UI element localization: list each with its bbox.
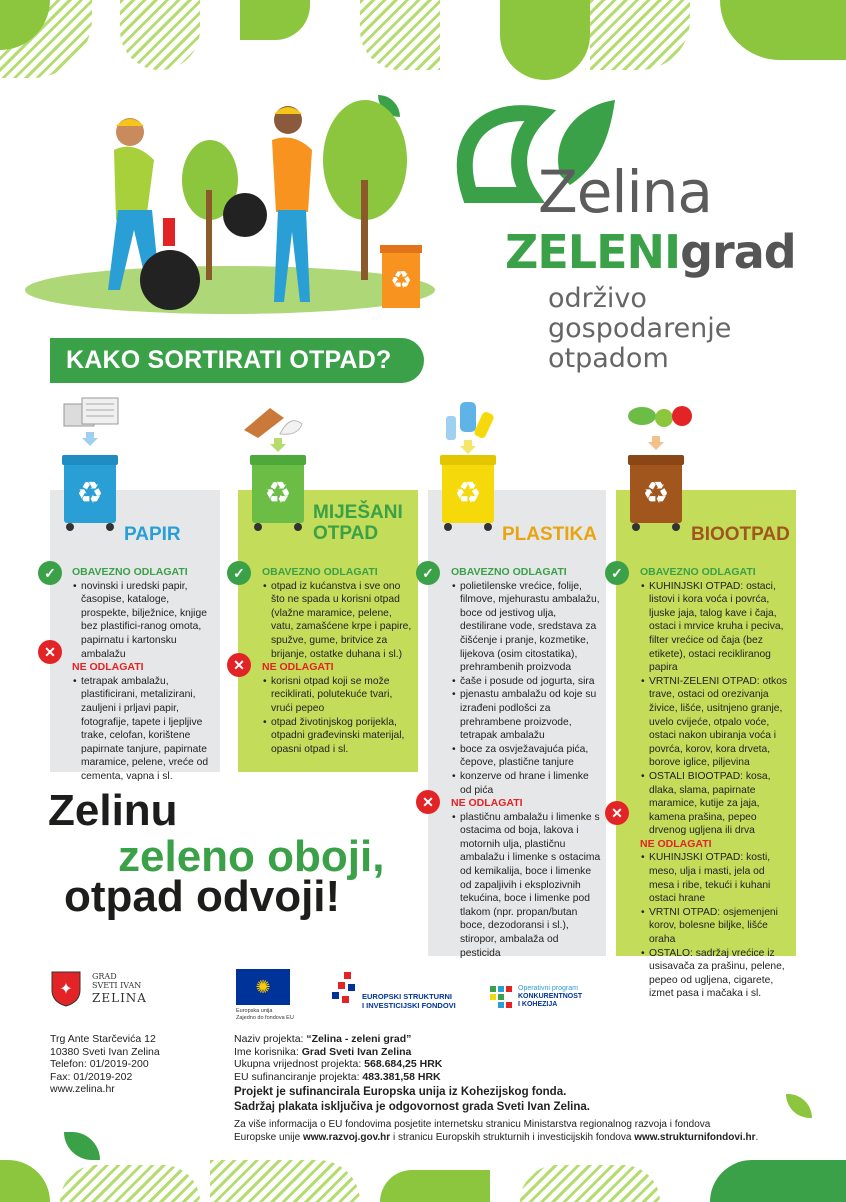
- deco-stripe-top-3: [360, 0, 440, 70]
- trash-bag-right: [223, 193, 267, 237]
- check-icon: ✓: [38, 561, 62, 585]
- no-item: • plastičnu ambalažu i limenke s ostacima od boja, lakova i motornih ulja, plastičnu ambalažu i limenke s ostacima od kemikalija, boce i limenke od zapaljivih i eksplozivnih tekućina, boce i limenke pod tlakom (npr. propan/butan boce, dezodoransi i sl.), stiropor, ambalaža od pesticida: [460, 811, 601, 961]
- column-label-plastika: PLASTIKA: [502, 524, 597, 545]
- address-line: Trg Ante Starčevića 12: [50, 1033, 156, 1045]
- title-zelina: Zelina: [538, 158, 712, 226]
- grass-ground: [25, 266, 435, 314]
- ok-title: OBAVEZNO ODLAGATI: [451, 566, 567, 578]
- ok-item: • polietilenske vrećice, folije, filmove, mjehurastu ambalažu, boce od jestivog ulja, destilirane vode, sredstava za čišćenje i pranje, kozmetike, lijekova (osim citostatika), prehrambenih proizvoda: [460, 580, 601, 675]
- esif-logo-icon: [330, 970, 360, 1008]
- ok-item: • novinski i uredski papir, časopise, kataloge, prospekte, bilježnice, knjige bez plastifici-ranog omota, papirnatu i kartonsku ambalažu: [81, 580, 216, 662]
- eu-stars-icon: ✺: [255, 977, 271, 997]
- cross-icon: ✕: [38, 640, 62, 664]
- slogan-line-3: otpad odvoji!: [64, 872, 341, 921]
- column-content-papir: [72, 566, 216, 784]
- deco-stripe-bottom-4: [520, 1165, 660, 1202]
- address-line: Telefon: 01/2019-200: [50, 1058, 149, 1070]
- orange-bin: [380, 245, 422, 308]
- check-icon: ✓: [416, 561, 440, 585]
- website-link[interactable]: www.zelina.hr: [50, 1083, 115, 1095]
- deco-stripe-bottom-2: [210, 1160, 360, 1202]
- subtitle-line-2: gospodarenje: [548, 313, 732, 344]
- cross-icon: ✕: [227, 653, 251, 677]
- arrow-down-icon: [270, 438, 286, 452]
- ok-title: OBAVEZNO ODLAGATI: [640, 566, 756, 578]
- plastic-items-icon: [440, 398, 504, 444]
- svg-text:♻: ♻: [390, 266, 412, 294]
- address-line: 10380 Sveti Ivan Zelina: [50, 1045, 160, 1058]
- no-title: NE ODLAGATI: [72, 661, 144, 674]
- mixed-items-icon: [240, 404, 306, 440]
- bin-plastika: [440, 455, 496, 531]
- title-grad: grad: [680, 225, 796, 279]
- strukturnifondovi-link[interactable]: www.strukturnifondovi.hr: [634, 1131, 756, 1143]
- no-item: • korisni otpad koji se može reciklirati, polutekuće tvari, vrući pepeo: [271, 675, 414, 716]
- title-zeleni-grad: [505, 225, 796, 279]
- address-line: Fax: 01/2019-202: [50, 1070, 133, 1083]
- subtitle-line-1: održivo: [548, 283, 647, 314]
- paper-items-icon: [60, 396, 124, 430]
- no-title: NE ODLAGATI: [640, 837, 712, 850]
- address-block: [50, 1033, 160, 1096]
- ok-item: • čaše i posude od jogurta, sira: [460, 675, 601, 689]
- bin-mijesani: [250, 455, 306, 531]
- deco-shape-bottom-right: [710, 1160, 846, 1202]
- check-icon: ✓: [605, 561, 629, 585]
- column-content-mijesani: [262, 566, 414, 756]
- column-label-papir: PAPIR: [124, 524, 181, 545]
- subtitle: [548, 284, 731, 374]
- ok-item: • otpad iz kućanstva i sve ono što ne spada u korisni otpad (vlažne maramice, pelene, vatu, zamašćene krpe i papire, spužve, gume, britvice za brijanje, ostatke duhana i sl.): [271, 580, 414, 662]
- op-logo-icon: [490, 986, 512, 1008]
- esif-logo-text: EUROPSKI STRUKTURNI I INVESTICIJSKI FONDOVI: [362, 992, 456, 1010]
- arrow-down-icon: [648, 436, 664, 450]
- ok-title: OBAVEZNO ODLAGATI: [72, 566, 188, 578]
- no-item: • KUHINJSKI OTPAD: kosti, meso, ulja i masti, jela od mesa i ribe, tekući i kuhani ostaci hrane: [649, 851, 792, 905]
- title-zeleni: ZELENI: [505, 225, 681, 279]
- slogan-line-2: zeleno oboji,: [118, 832, 385, 881]
- op-logo-text: Operativni program KONKURENTNOST I KOHEZIJA: [518, 985, 583, 1008]
- deco-shape-top-2: [240, 0, 310, 40]
- svg-text:✦: ✦: [59, 979, 73, 998]
- ok-title: OBAVEZNO ODLAGATI: [262, 566, 378, 578]
- sorting-banner: KAKO SORTIRATI OTPAD?: [50, 338, 424, 383]
- no-title: NE ODLAGATI: [451, 797, 523, 810]
- bin-papir: [62, 455, 118, 531]
- no-item: • OSTALO: sadržaj vrećice iz usisavača za prašinu, pelene, pepeo od ugljena, cigarete, izmet pasa i mačaka i sl.: [649, 947, 792, 1001]
- column-label-biootpad: BIOOTPAD: [691, 524, 790, 545]
- ok-item: • pjenastu ambalažu od koje su izrađeni podlošci za prehrambene proizvode, tetrapak ambalažu: [460, 688, 601, 742]
- no-item: • tetrapak ambalažu, plastificirani, metalizirani, zauljeni i prljavi papir, fotografije, tapete i ljepljive trake, celofan, korištene papirnate tanjure, papirnate maramice, pelene, vreće od cementa, vapna i sl.: [81, 675, 216, 784]
- deco-shape-bottom-3: [380, 1170, 490, 1202]
- recycle-icon: ♻: [264, 477, 292, 510]
- arrow-down-icon: [82, 432, 98, 446]
- deco-stripe-bottom-1: [60, 1165, 200, 1202]
- eu-flag: [236, 969, 290, 1005]
- deco-stripe-top-1: [120, 0, 200, 70]
- info-text: Za više informacija o EU fondovima posjetite internetsku stranicu Ministarstva regionalnog razvoja i fondova Europske unije www.razvoj.gov.hr i stranicu Europskih strukturnih i investicijskih fondova www.strukturnifondovi.hr.: [234, 1119, 759, 1143]
- arrow-down-icon: [460, 440, 476, 454]
- deco-leaf-bottom-left: [64, 1132, 100, 1160]
- no-item: • otpad životinjskog porijekla, otpadni građevinski materijal, opasni otpad i sl.: [271, 716, 414, 757]
- ok-item: • OSTALI BIOOTPAD: kosa, dlaka, slama, papirnate maramice, kutije za jaja, kamena prašina, pepeo drvenog ugljena ili drva: [649, 770, 792, 838]
- eu-caption: Europska unija Zajedno do fondova EU: [236, 1008, 294, 1021]
- tree-left-trunk: [206, 190, 212, 280]
- column-label-mijesani: MIJEŠANI OTPAD: [313, 502, 403, 544]
- cofinance-statement: Projekt je sufinancirala Europska unija iz Kohezijskog fonda. Sadržaj plakata isključiva je odgovornost grada Sveti Ivan Zelina.: [234, 1086, 590, 1113]
- subtitle-line-3: otpadom: [548, 343, 669, 374]
- no-item: • VRTNI OTPAD: osjemenjeni korov, bolesne biljke, lišće oraha: [649, 906, 792, 947]
- ok-item: • boce za osvježavajuća pića, čepove, plastične tanjure: [460, 743, 601, 770]
- ok-item: • KUHINJSKI OTPAD: ostaci, listovi i kora voća i povrća, ljuske jaja, talog kave i čaja, ostaci i mrvice kruha i peciva, filter vrećice od čaja (bez etikete), ostaci reciklirаnog papira: [649, 580, 792, 675]
- deco-leaf-bottom-right: [786, 1094, 812, 1118]
- recycle-icon: ♻: [454, 477, 482, 510]
- illustration-volunteers: [20, 90, 440, 320]
- recycle-icon: ♻: [76, 477, 104, 510]
- deco-shape-bottom-left: [0, 1160, 50, 1202]
- razvoj-link[interactable]: www.razvoj.gov.hr: [302, 1131, 391, 1143]
- no-title: NE ODLAGATI: [262, 661, 334, 674]
- project-info: Naziv projekta: “Zelina - zeleni grad” Ime korisnika: Grad Sveti Ivan Zelina Ukupna vrijednost projekta: 568.684,25 HRK EU sufinanciranje projekta: 483.381,58 HRK: [234, 1033, 443, 1083]
- bin-biootpad: [628, 455, 684, 531]
- tree-right-trunk: [361, 180, 368, 280]
- deco-shape-top-right: [720, 0, 846, 60]
- coat-of-arms-icon: [50, 970, 82, 1008]
- ok-item: • VRTNI-ZELENI OTPAD: otkos trave, ostaci od orezivanja živice, lišće, usitnjeno granje, uvelo cvijeće, otpalo voće, ostaci nakon ubiranja voća i povrća, korov, kora drveta, borove iglice, piljevina: [649, 675, 792, 770]
- recycle-icon: ♻: [642, 477, 670, 510]
- column-content-biootpad: [640, 566, 792, 1001]
- ok-item: • konzerve od hrane i limenke od pića: [460, 770, 601, 797]
- slogan-line-1: Zelinu: [48, 786, 178, 835]
- check-icon: ✓: [227, 561, 251, 585]
- grad-logo-text: GRAD SVETI IVAN ZELINA: [92, 972, 147, 1005]
- column-content-plastika: [451, 566, 601, 960]
- cross-icon: ✕: [416, 790, 440, 814]
- deco-stripe-top-5: [590, 0, 690, 70]
- bio-items-icon: [626, 400, 696, 430]
- deco-shape-top-4: [500, 0, 590, 80]
- cross-icon: ✕: [605, 801, 629, 825]
